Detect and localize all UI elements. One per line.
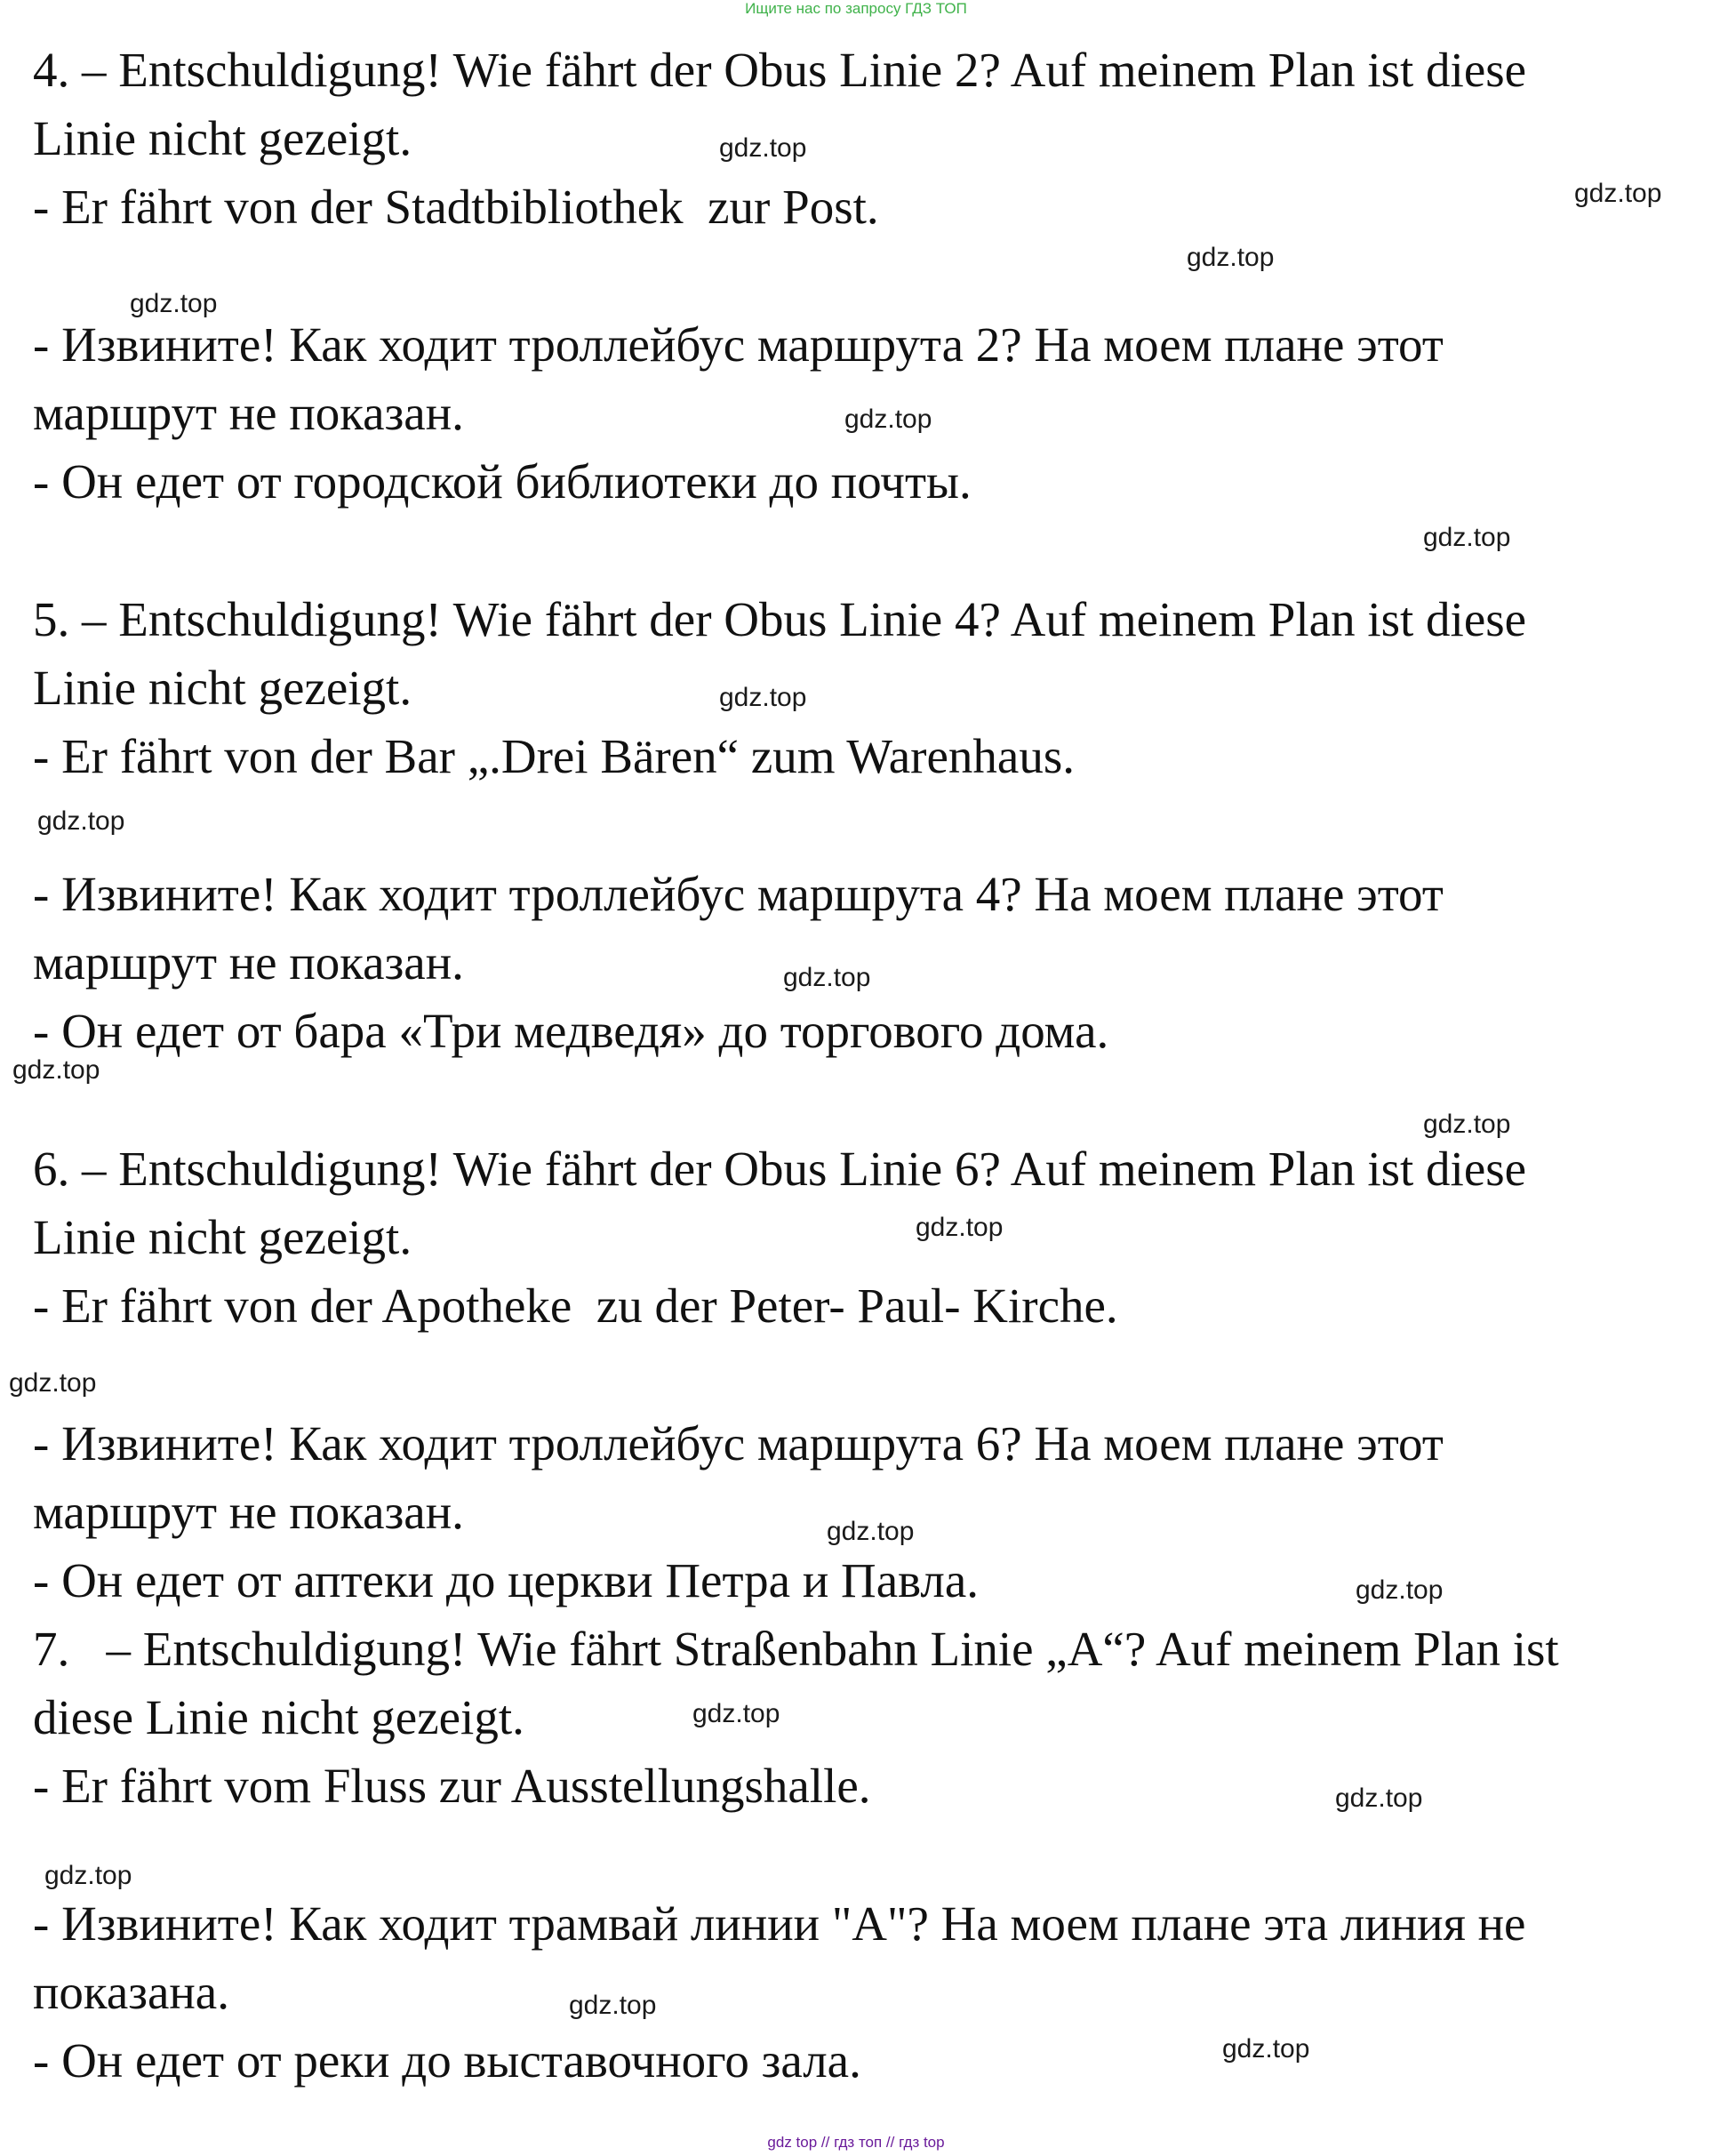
text-line: 5. – Entschuldigung! Wie fährt der Obus Linie 4? Auf meinem Plan ist diese xyxy=(33,592,1527,646)
watermark: gdz.top xyxy=(1574,179,1662,208)
text-line: - Извините! Как ходит троллейбус маршрута 2? На моем плане этот xyxy=(33,317,1444,372)
watermark: gdz.top xyxy=(569,1991,657,2020)
watermark: gdz.top xyxy=(916,1213,1004,1242)
text-line: - Извините! Как ходит троллейбус маршрута 6? На моем плане этот xyxy=(33,1416,1444,1471)
text-line: diese Linie nicht gezeigt. xyxy=(33,1690,524,1744)
text-line: - Извините! Как ходит троллейбус маршрута 4? На моем плане этот xyxy=(33,867,1444,921)
watermark: gdz.top xyxy=(692,1699,780,1728)
watermark: gdz.top xyxy=(1222,2034,1310,2064)
text-line: - Он едет от реки до выставочного зала. xyxy=(33,2033,861,2088)
text-line: - Er fährt vom Fluss zur Ausstellungshalle. xyxy=(33,1759,871,1813)
text-line: - Er fährt von der Bar „.Drei Bären“ zum Warenhaus. xyxy=(33,729,1075,783)
text-line: 4. – Entschuldigung! Wie fährt der Obus Linie 2? Auf meinem Plan ist diese xyxy=(33,43,1527,97)
watermark: gdz.top xyxy=(37,806,125,836)
text-line: 6. – Entschuldigung! Wie fährt der Obus Linie 6? Auf meinem Plan ist diese xyxy=(33,1142,1527,1196)
text-line: маршрут не показан. xyxy=(33,386,464,440)
watermark: gdz.top xyxy=(1356,1575,1444,1605)
text-line: - Он едет от городской библиотеки до почты. xyxy=(33,454,972,509)
footer: gdz top // гдз топ // гдз top xyxy=(767,2134,945,2151)
watermark: gdz.top xyxy=(12,1055,100,1085)
text-line: 7. – Entschuldigung! Wie fährt Straßenbahn Linie „A“? Auf meinem Plan ist xyxy=(33,1622,1559,1676)
watermark: gdz.top xyxy=(827,1517,915,1546)
text-line: маршрут не показан. xyxy=(33,935,464,990)
watermark: gdz.top xyxy=(130,289,218,318)
text-line: Linie nicht gezeigt. xyxy=(33,1210,412,1264)
watermark: gdz.top xyxy=(1335,1783,1423,1813)
watermark: gdz.top xyxy=(844,405,932,434)
text-line: - Er fährt von der Stadtbibliothek zur Post. xyxy=(33,180,879,234)
watermark: gdz.top xyxy=(719,683,807,712)
text-line: - Он едет от аптеки до церкви Петра и Павла. xyxy=(33,1553,979,1607)
watermark: gdz.top xyxy=(1187,243,1275,272)
text-line: - Извините! Как ходит трамвай линии "A"? На моем плане эта линия не xyxy=(33,1896,1526,1951)
top-banner: Ищите нас по запросу ГДЗ ТОП xyxy=(745,0,967,17)
watermark: gdz.top xyxy=(44,1861,132,1890)
text-line: - Er fährt von der Apotheke zu der Peter- Paul- Kirche. xyxy=(33,1278,1118,1333)
text-line: маршрут не показан. xyxy=(33,1485,464,1539)
text-line: показана. xyxy=(33,1965,229,2019)
text-line: - Он едет от бара «Три медведя» до торгового дома. xyxy=(33,1004,1109,1058)
watermark: gdz.top xyxy=(1423,523,1511,552)
watermark: gdz.top xyxy=(9,1368,97,1398)
text-line: Linie nicht gezeigt. xyxy=(33,661,412,715)
watermark: gdz.top xyxy=(719,133,807,163)
watermark: gdz.top xyxy=(1423,1110,1511,1139)
text-line: Linie nicht gezeigt. xyxy=(33,111,412,165)
watermark: gdz.top xyxy=(783,963,871,992)
